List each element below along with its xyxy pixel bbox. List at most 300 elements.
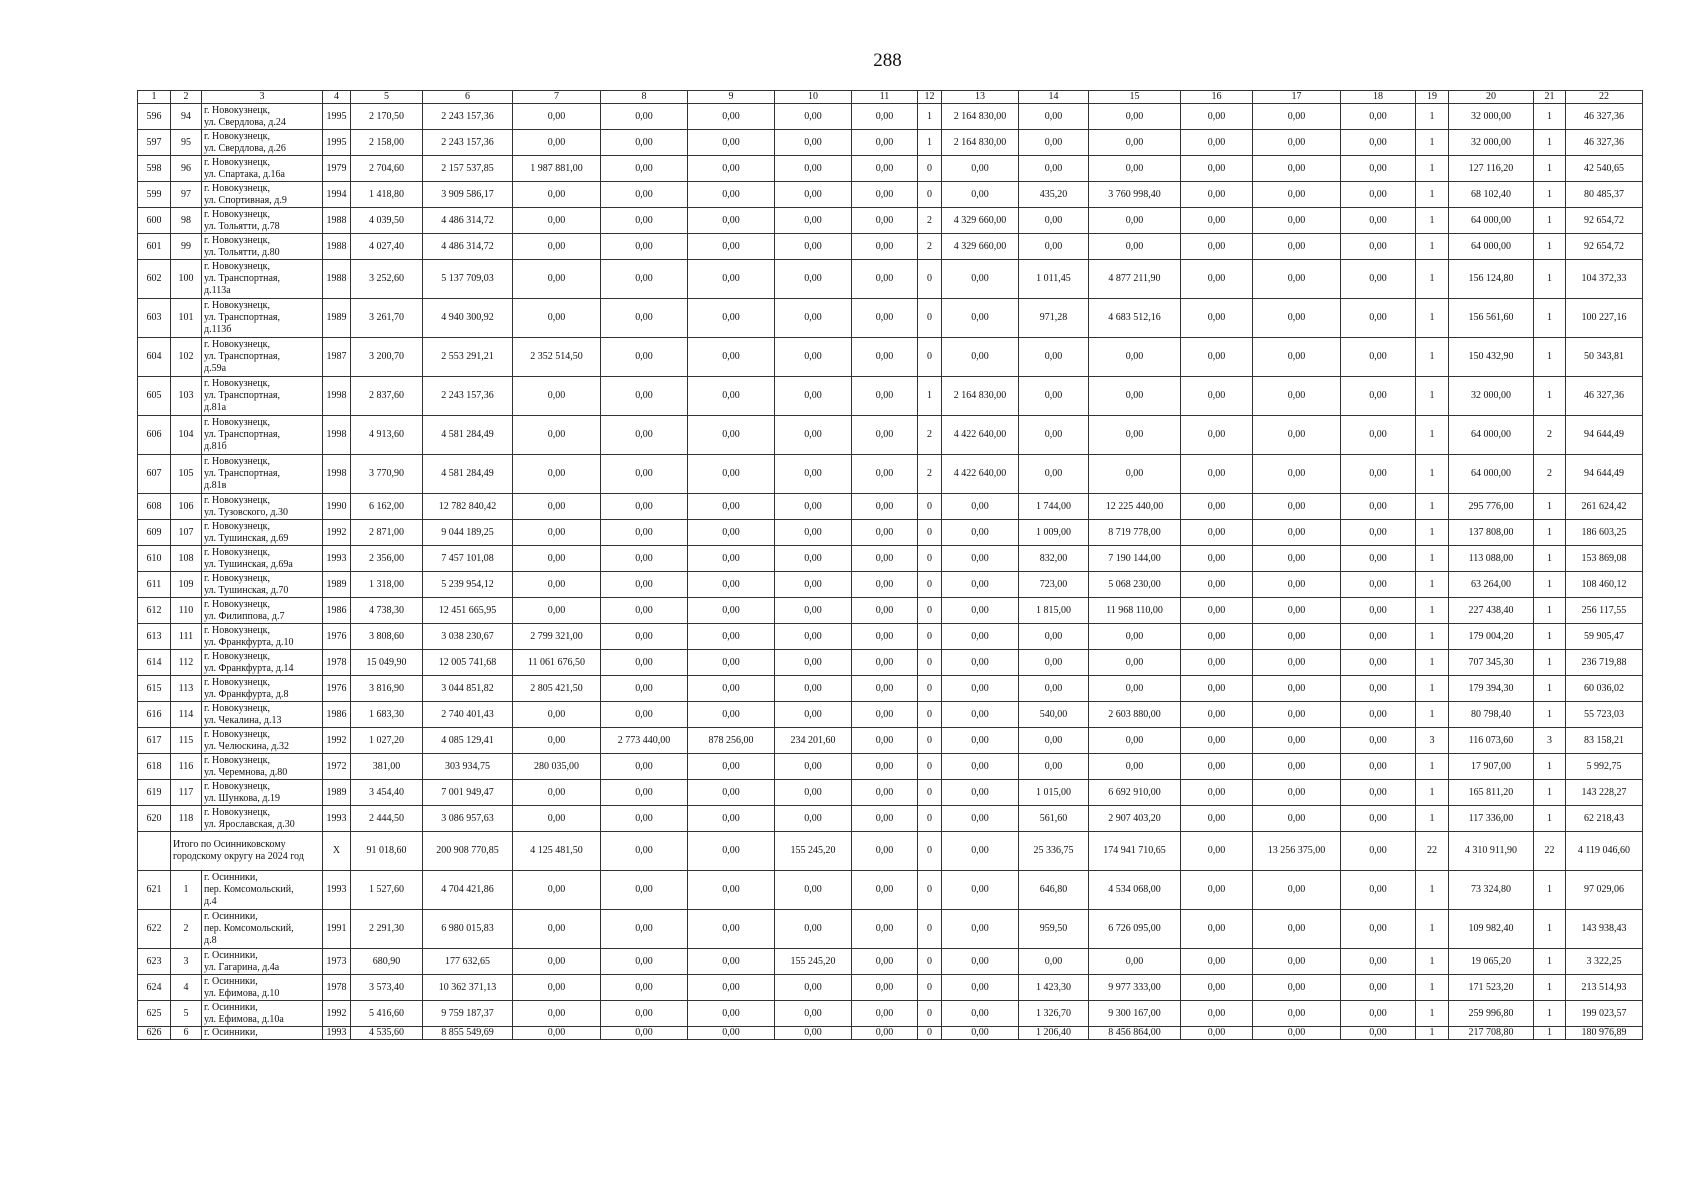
value-cell: 0,00 [1181,624,1253,650]
column-number-6: 6 [423,91,513,104]
row-local-number: 107 [171,520,202,546]
column-number-2: 2 [171,91,202,104]
value-cell: 2 704,60 [351,156,423,182]
value-cell: 0 [918,949,942,975]
value-cell: 91 018,60 [351,832,423,871]
address-line: г. Новокузнецк, [204,208,271,220]
address-line: ул. Транспортная, [204,312,280,323]
value-cell: 0,00 [942,338,1019,377]
value-cell: 0,00 [1181,702,1253,728]
value-cell: 0,00 [1181,494,1253,520]
year-cell: 1986 [323,598,351,624]
value-cell: 92 654,72 [1566,234,1643,260]
year-cell: 1989 [323,780,351,806]
value-cell: 0,00 [688,1027,775,1040]
value-cell: 1 418,80 [351,182,423,208]
value-cell: 0,00 [1181,1027,1253,1040]
value-cell: 0,00 [1181,728,1253,754]
value-cell: 1 [1416,182,1449,208]
value-cell: 0,00 [688,572,775,598]
value-cell: 1 318,00 [351,572,423,598]
column-number-18: 18 [1341,91,1416,104]
column-number-12: 12 [918,91,942,104]
value-cell: 1 [918,377,942,416]
value-cell: 0,00 [513,455,601,494]
value-cell: 0,00 [1341,975,1416,1001]
value-cell: 0,00 [1019,234,1089,260]
value-cell: 0,00 [1253,624,1341,650]
value-cell: 832,00 [1019,546,1089,572]
value-cell: 165 811,20 [1449,780,1534,806]
address-line: г. Новокузнецк, [204,728,271,740]
value-cell: 1 [1416,624,1449,650]
value-cell: 0,00 [1019,650,1089,676]
value-cell: 19 065,20 [1449,949,1534,975]
value-cell: 0,00 [1253,949,1341,975]
year-cell: 1992 [323,728,351,754]
value-cell: 1 [1416,871,1449,910]
value-cell: 5 992,75 [1566,754,1643,780]
table-row [138,546,1643,572]
value-cell: 94 644,49 [1566,416,1643,455]
row-local-number: 94 [171,104,202,130]
value-cell: 0,00 [1181,598,1253,624]
value-cell: 0,00 [1341,455,1416,494]
address-cell [202,676,323,702]
row-local-number: 116 [171,754,202,780]
value-cell: 0,00 [1089,377,1181,416]
value-cell: 0,00 [601,598,688,624]
value-cell: 1 [1534,624,1566,650]
value-cell: 0,00 [1341,156,1416,182]
value-cell: 1 [1534,806,1566,832]
value-cell: 4 534 068,00 [1089,871,1181,910]
row-local-number: 6 [171,1027,202,1040]
column-number-10: 10 [775,91,852,104]
value-cell: 0,00 [688,156,775,182]
row-local-number: 117 [171,780,202,806]
address-cell [202,806,323,832]
value-cell: 1 [1534,234,1566,260]
value-cell: 0 [918,676,942,702]
value-cell: 0,00 [852,572,918,598]
value-cell: 0,00 [688,338,775,377]
value-cell: 155 245,20 [775,832,852,871]
address-line: г. Новокузнецк, [204,702,271,714]
address-cell [202,156,323,182]
value-cell: 199 023,57 [1566,1001,1643,1027]
value-cell: 6 980 015,83 [423,910,513,949]
value-cell: 0,00 [852,299,918,338]
value-cell: 80 798,40 [1449,702,1534,728]
value-cell: 0,00 [1019,416,1089,455]
table-row [138,208,1643,234]
value-cell: 0 [918,832,942,871]
address-cell [202,702,323,728]
value-cell: 0,00 [513,1001,601,1027]
year-cell: 1979 [323,156,351,182]
address-line: д.81в [204,480,227,491]
value-cell: 1 206,40 [1019,1027,1089,1040]
value-cell: 0,00 [1341,377,1416,416]
year-cell: 1993 [323,1027,351,1040]
table-row [138,182,1643,208]
value-cell: 4 486 314,72 [423,208,513,234]
column-number-17: 17 [1253,91,1341,104]
value-cell: 0,00 [601,130,688,156]
address-cell [202,377,323,416]
value-cell: 0,00 [775,676,852,702]
value-cell: 46 327,36 [1566,104,1643,130]
value-cell: 104 372,33 [1566,260,1643,299]
value-cell: 4 329 660,00 [942,208,1019,234]
column-number-8: 8 [601,91,688,104]
value-cell: 295 776,00 [1449,494,1534,520]
value-cell: 1 423,30 [1019,975,1089,1001]
value-cell: 0,00 [1019,338,1089,377]
address-cell [202,871,323,910]
table-row [138,624,1643,650]
row-number: 623 [138,949,171,975]
value-cell: 0 [918,780,942,806]
address-line: ул. Свердлова, д.24 [204,116,286,128]
page-number: 288 [873,50,902,71]
value-cell: 0,00 [852,455,918,494]
value-cell: 1 [1416,975,1449,1001]
row-number: 602 [138,260,171,299]
value-cell: 1 [1534,1027,1566,1040]
value-cell: 4 683 512,16 [1089,299,1181,338]
value-cell: 0,00 [1181,416,1253,455]
value-cell: 381,00 [351,754,423,780]
value-cell: 9 300 167,00 [1089,1001,1181,1027]
table-row [138,806,1643,832]
value-cell: 0,00 [1253,910,1341,949]
year-cell: 1976 [323,676,351,702]
address-line: ул. Тольятти, д.80 [204,246,280,258]
value-cell: 100 227,16 [1566,299,1643,338]
value-cell: 0,00 [1253,234,1341,260]
row-number: 610 [138,546,171,572]
row-number: 615 [138,676,171,702]
value-cell: 1 987 881,00 [513,156,601,182]
row-number: 598 [138,156,171,182]
address-line: д.113а [204,285,231,296]
value-cell: 13 256 375,00 [1253,832,1341,871]
row-local-number: 118 [171,806,202,832]
value-cell: 2 164 830,00 [942,377,1019,416]
address-line: ул. Франкфурта, д.14 [204,662,294,674]
value-cell: 127 116,20 [1449,156,1534,182]
value-cell: 1 [1534,871,1566,910]
value-cell: 0,00 [942,832,1019,871]
address-cell [202,455,323,494]
value-cell: 0,00 [1341,182,1416,208]
row-local-number: 106 [171,494,202,520]
value-cell: 0,00 [688,780,775,806]
value-cell: 73 324,80 [1449,871,1534,910]
value-cell: 0,00 [1181,572,1253,598]
address-line: ул. Ярославская, д.30 [204,818,295,830]
value-cell: 0,00 [852,130,918,156]
column-number-20: 20 [1449,91,1534,104]
row-local-number: 112 [171,650,202,676]
value-cell: 0,00 [601,871,688,910]
value-cell: 0,00 [1089,104,1181,130]
value-cell: 1 [1534,156,1566,182]
value-cell: 64 000,00 [1449,455,1534,494]
value-cell: 0,00 [1019,156,1089,182]
address-line: ул. Тушинская, д.69а [204,558,293,570]
address-cell [202,104,323,130]
value-cell: 1 [1416,104,1449,130]
address-line: ул. Франкфурта, д.8 [204,688,289,700]
value-cell: 0,00 [1089,416,1181,455]
value-cell: 2 805 421,50 [513,676,601,702]
value-cell: 150 432,90 [1449,338,1534,377]
value-cell: 3 038 230,67 [423,624,513,650]
value-cell: 0,00 [513,182,601,208]
value-cell: 1 [1534,494,1566,520]
value-cell: 0 [918,754,942,780]
table-row [138,754,1643,780]
value-cell: 1 [1534,676,1566,702]
value-cell: 1 009,00 [1019,520,1089,546]
value-cell: 156 124,80 [1449,260,1534,299]
row-local-number: 111 [171,624,202,650]
value-cell: 0,00 [942,546,1019,572]
value-cell: 2 164 830,00 [942,130,1019,156]
value-cell: 4 085 129,41 [423,728,513,754]
address-line: г. Новокузнецк, [204,676,271,688]
row-local-number: 100 [171,260,202,299]
table-row [138,572,1643,598]
value-cell: 0,00 [775,104,852,130]
value-cell: 0,00 [852,650,918,676]
value-cell: 180 976,89 [1566,1027,1643,1040]
address-cell [202,130,323,156]
table-row [138,416,1643,455]
row-number: 600 [138,208,171,234]
table-row [138,156,1643,182]
value-cell: 0,00 [775,780,852,806]
address-cell [202,1027,323,1040]
column-number-22: 22 [1566,91,1643,104]
table-row [138,702,1643,728]
value-cell: 0,00 [1253,377,1341,416]
value-cell: 0,00 [1181,520,1253,546]
address-line: г. Новокузнецк, [204,417,271,428]
value-cell: 0,00 [852,780,918,806]
value-cell: 0,00 [513,702,601,728]
value-cell: 1 [1416,598,1449,624]
value-cell: 0,00 [1089,949,1181,975]
value-cell: 0,00 [775,416,852,455]
value-cell: 0,00 [601,416,688,455]
value-cell: 12 451 665,95 [423,598,513,624]
address-cell [202,754,323,780]
value-cell: 0,00 [601,156,688,182]
address-cell [202,260,323,299]
address-line: г. Осинники, [204,1001,258,1013]
value-cell: 0 [918,806,942,832]
value-cell: 1 683,30 [351,702,423,728]
address-line: д.4 [204,896,217,907]
value-cell: 0,00 [1341,1001,1416,1027]
value-cell: 186 603,25 [1566,520,1643,546]
address-line: ул. Тузовского, д.30 [204,506,288,518]
address-line: д.113б [204,324,232,335]
address-line: г. Новокузнецк, [204,494,271,506]
value-cell: 83 158,21 [1566,728,1643,754]
value-cell: 0,00 [601,702,688,728]
value-cell: 1 [1416,650,1449,676]
value-cell: 0 [918,598,942,624]
value-cell: 0,00 [688,104,775,130]
value-cell: 0,00 [1341,546,1416,572]
value-cell: 0,00 [775,806,852,832]
value-cell: 1 [1534,520,1566,546]
value-cell: 0,00 [1341,702,1416,728]
value-cell: 1 [1534,650,1566,676]
table-row [138,975,1643,1001]
value-cell: 213 514,93 [1566,975,1643,1001]
value-cell: 6 726 095,00 [1089,910,1181,949]
value-cell: 0,00 [688,871,775,910]
address-line: г. Новокузнецк, [204,156,271,168]
row-local-number: 109 [171,572,202,598]
value-cell: 1 [1416,949,1449,975]
row-local-number: 4 [171,975,202,1001]
value-cell: 0,00 [775,377,852,416]
value-cell: 0,00 [1253,780,1341,806]
value-cell: 0,00 [688,234,775,260]
value-cell: 435,20 [1019,182,1089,208]
value-cell: 0,00 [852,598,918,624]
value-cell: 0,00 [688,455,775,494]
column-number-14: 14 [1019,91,1089,104]
value-cell: 117 336,00 [1449,806,1534,832]
value-cell: 0,00 [513,377,601,416]
value-cell: 0,00 [513,260,601,299]
row-number: 614 [138,650,171,676]
address-line: ул. Челюскина, д.32 [204,740,289,752]
value-cell: 0,00 [1181,104,1253,130]
value-cell: 0,00 [1253,260,1341,299]
value-cell: 60 036,02 [1566,676,1643,702]
value-cell: 2 352 514,50 [513,338,601,377]
value-cell: 0,00 [852,1027,918,1040]
value-cell: 0,00 [688,182,775,208]
value-cell: 0 [918,572,942,598]
value-cell: 2 243 157,36 [423,130,513,156]
row-local-number: 102 [171,338,202,377]
address-line: ул. Черемнова, д.80 [204,766,288,778]
value-cell: 1 [1534,299,1566,338]
address-line: ул. Спартака, д.16а [204,168,285,180]
value-cell: 0 [918,260,942,299]
address-line: г. Осинники, [204,1027,258,1038]
value-cell: 0,00 [1253,572,1341,598]
value-cell: 1 [1416,455,1449,494]
address-cell [202,338,323,377]
value-cell: 0,00 [775,130,852,156]
value-cell: 0,00 [1089,338,1181,377]
value-cell: 200 908 770,85 [423,832,513,871]
row-number: 606 [138,416,171,455]
value-cell: 174 941 710,65 [1089,832,1181,871]
value-cell: 1 [1534,377,1566,416]
value-cell: 1 [1534,780,1566,806]
value-cell: 22 [1534,832,1566,871]
value-cell: 0,00 [1253,806,1341,832]
value-cell: 0,00 [1181,780,1253,806]
value-cell: 0,00 [775,975,852,1001]
value-cell: 0,00 [852,676,918,702]
value-cell: 0,00 [688,806,775,832]
value-cell: 1 [1534,182,1566,208]
value-cell: 5 137 709,03 [423,260,513,299]
value-cell: 0,00 [688,702,775,728]
year-cell: 1990 [323,494,351,520]
value-cell: 137 808,00 [1449,520,1534,546]
value-cell: 0,00 [942,1001,1019,1027]
value-cell: 0,00 [942,260,1019,299]
row-number: 597 [138,130,171,156]
value-cell: 2 [1534,416,1566,455]
address-line: д.81б [204,441,227,452]
value-cell: 0,00 [775,546,852,572]
value-cell: 0 [918,650,942,676]
value-cell: 540,00 [1019,702,1089,728]
value-cell: 0,00 [601,455,688,494]
value-cell: 0 [918,975,942,1001]
address-cell [202,299,323,338]
value-cell: 0,00 [1253,494,1341,520]
value-cell: 8 456 864,00 [1089,1027,1181,1040]
value-cell: 0,00 [775,650,852,676]
address-cell [202,1001,323,1027]
value-cell: 0,00 [852,806,918,832]
table-row [138,780,1643,806]
value-cell: 0 [918,1027,942,1040]
value-cell: 0,00 [1341,624,1416,650]
value-cell: 0,00 [1341,104,1416,130]
value-cell: 3 086 957,63 [423,806,513,832]
year-cell: 1995 [323,130,351,156]
value-cell: 2 871,00 [351,520,423,546]
year-cell: 1986 [323,702,351,728]
value-cell: 0,00 [688,832,775,871]
address-line: ул. Чекалина, д.13 [204,714,282,726]
year-cell: 1991 [323,910,351,949]
value-cell: 7 001 949,47 [423,780,513,806]
year-cell: 1998 [323,455,351,494]
value-cell: 0,00 [1089,754,1181,780]
year-cell: 1989 [323,299,351,338]
value-cell: 0,00 [513,208,601,234]
value-cell: 4 704 421,86 [423,871,513,910]
value-cell: 143 938,43 [1566,910,1643,949]
value-cell: 8 719 778,00 [1089,520,1181,546]
value-cell: 2 [918,416,942,455]
value-cell: 0,00 [1181,650,1253,676]
value-cell: 0,00 [601,572,688,598]
address-cell [202,780,323,806]
value-cell: 0 [918,702,942,728]
value-cell: 0,00 [852,234,918,260]
column-number-11: 11 [852,91,918,104]
